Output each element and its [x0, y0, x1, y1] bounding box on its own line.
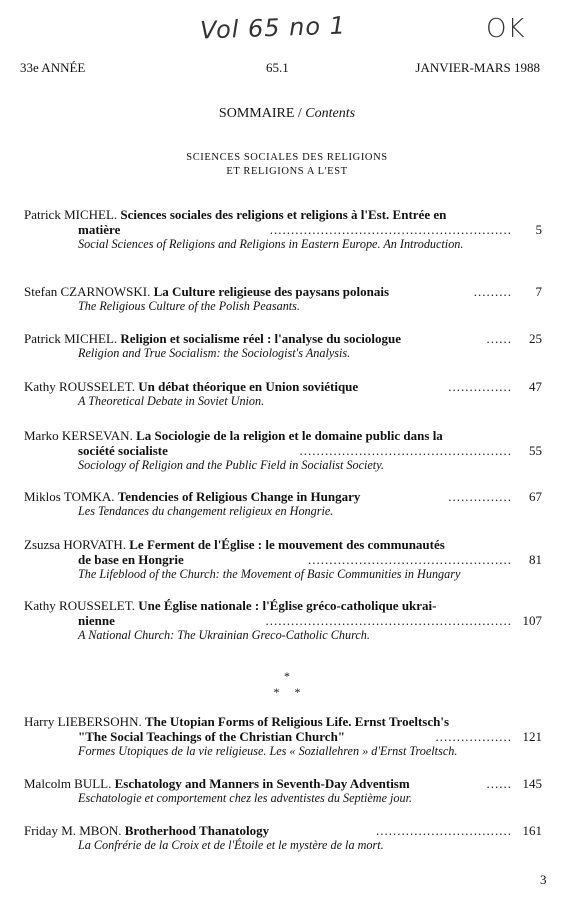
header-year: 33e ANNÉE	[20, 60, 86, 75]
entry-page: 47	[529, 379, 542, 394]
header-date: JANVIER-MARS 1988	[415, 60, 540, 75]
entry-author: Zsuzsa HORVATH.	[24, 537, 126, 552]
leader-dots: ..........................................................	[265, 613, 512, 628]
leader-dots: .........................................................	[269, 222, 512, 237]
handwritten-annotation-ok: OK	[486, 14, 526, 44]
entry-title-cont: nienne	[78, 613, 115, 628]
theme-line-1: SCIENCES SOCIALES DES RELIGIONS	[186, 152, 388, 163]
entry-page: 81	[529, 552, 542, 567]
entry-title: Brotherhood Thanatology	[124, 823, 270, 838]
leader-dots: ..................................................	[299, 443, 512, 458]
entry-page: 145	[522, 776, 542, 791]
contents-subtitle: Contents	[305, 106, 356, 121]
section-separator	[0, 668, 574, 700]
toc-entry[interactable]	[24, 598, 542, 643]
entry-title: Eschatology and Manners in Seventh-Day Adventism	[114, 776, 410, 791]
toc-entry[interactable]	[24, 207, 542, 252]
entry-author: Kathy ROUSSELET.	[24, 379, 135, 394]
entry-page: 7	[535, 284, 542, 299]
entry-page: 67	[529, 489, 542, 504]
entry-page: 161	[522, 823, 542, 838]
entry-translation: Formes Utopiques de la vie religieuse. Les « Soziallehren » d'Ernst Troeltsch.	[78, 744, 458, 758]
toc-entry[interactable]	[24, 489, 542, 519]
entry-translation: The Religious Culture of the Polish Peasants.	[78, 299, 300, 313]
separator-star-top: *	[284, 669, 290, 683]
handwritten-annotation-volume: Vol 65 no 1	[199, 11, 347, 45]
toc-entry[interactable]	[24, 331, 542, 361]
entry-title: Tendencies of Religious Change in Hungary	[117, 489, 361, 504]
entry-author: Patrick MICHEL.	[24, 207, 118, 222]
entry-author: Harry LIEBERSOHN.	[24, 714, 142, 729]
entry-title: La Sociologie de la religion et le domaine public dans la	[136, 428, 443, 443]
toc-entry[interactable]	[24, 284, 542, 314]
toc-entry[interactable]	[24, 714, 542, 759]
leader-dots: ......	[486, 331, 512, 346]
entry-title-cont: société socialiste	[78, 443, 168, 458]
entry-page: 121	[522, 729, 542, 744]
leader-dots: ......	[486, 776, 512, 791]
entry-title-cont: de base en Hongrie	[78, 552, 184, 567]
entry-title-cont: "The Social Teachings of the Christian Church"	[78, 729, 346, 744]
entry-translation: Religion and True Socialism: the Sociologist's Analysis.	[78, 346, 351, 360]
entry-translation: Les Tendances du changement religieux en Hongrie.	[78, 504, 334, 518]
entry-author: Patrick MICHEL.	[24, 331, 118, 346]
entry-title: Une Église nationale : l'Église gréco-catholique ukrai-	[138, 598, 437, 613]
entry-title: Sciences sociales des religions et religions à l'Est. Entrée en	[120, 207, 447, 222]
separator-stars-bottom: * *	[273, 685, 301, 699]
entry-page: 5	[535, 222, 542, 237]
header-issue: 65.1	[266, 60, 289, 75]
entry-translation: The Lifeblood of the Church: the Movement of Basic Communities in Hungary	[78, 567, 461, 581]
entry-translation: Sociology of Religion and the Public Field in Socialist Society.	[78, 458, 384, 472]
leader-dots: ..................	[435, 729, 512, 744]
toc-entry[interactable]	[24, 776, 542, 806]
entry-page: 107	[522, 613, 542, 628]
page-number: 3	[540, 872, 547, 887]
entry-author: Friday M. MBON.	[24, 823, 122, 838]
entry-title: Le Ferment de l'Église : le mouvement des communautés	[129, 537, 445, 552]
entry-title: Religion et socialisme réel : l'analyse du sociologue	[120, 331, 401, 346]
entry-page: 55	[529, 443, 542, 458]
entry-author: Kathy ROUSSELET.	[24, 598, 135, 613]
entry-author: Miklos TOMKA.	[24, 489, 115, 504]
entry-translation: La Confrérie de la Croix et de l'Étoile et le mystère de la mort.	[78, 838, 384, 852]
entry-title: Un débat théorique en Union soviétique	[138, 379, 359, 394]
entry-title: The Utopian Forms of Religious Life. Ernst Troeltsch's	[144, 714, 450, 729]
entry-author: Stefan CZARNOWSKI.	[24, 284, 151, 299]
leader-dots: ...............	[448, 489, 512, 504]
entry-translation: Social Sciences of Religions and Religions in Eastern Europe. An Introduction.	[78, 237, 464, 251]
leader-dots: ................................................	[308, 552, 512, 567]
entry-translation: A Theoretical Debate in Soviet Union.	[78, 394, 265, 408]
toc-entry[interactable]	[24, 823, 542, 853]
entry-page: 25	[529, 331, 542, 346]
entry-translation: A National Church: The Ukrainian Greco-Catholic Church.	[78, 628, 370, 642]
entry-title: La Culture religieuse des paysans polonais	[153, 284, 390, 299]
theme-line-2: ET RELIGIONS A L'EST	[226, 166, 348, 177]
contents-heading	[0, 106, 574, 122]
entry-author: Malcolm BULL.	[24, 776, 112, 791]
entry-translation: Eschatologie et comportement chez les adventistes du Septième jour.	[78, 791, 413, 805]
entry-title-cont: matière	[78, 222, 121, 237]
leader-dots: ................................	[376, 823, 512, 838]
entry-author: Marko KERSEVAN.	[24, 428, 133, 443]
toc-entry[interactable]	[24, 379, 542, 409]
theme-heading	[0, 151, 574, 179]
contents-title: SOMMAIRE /	[218, 106, 306, 121]
leader-dots: ...............	[448, 379, 512, 394]
toc-entry[interactable]	[24, 428, 542, 473]
toc-entry[interactable]	[24, 537, 542, 582]
leader-dots: .........	[473, 284, 512, 299]
